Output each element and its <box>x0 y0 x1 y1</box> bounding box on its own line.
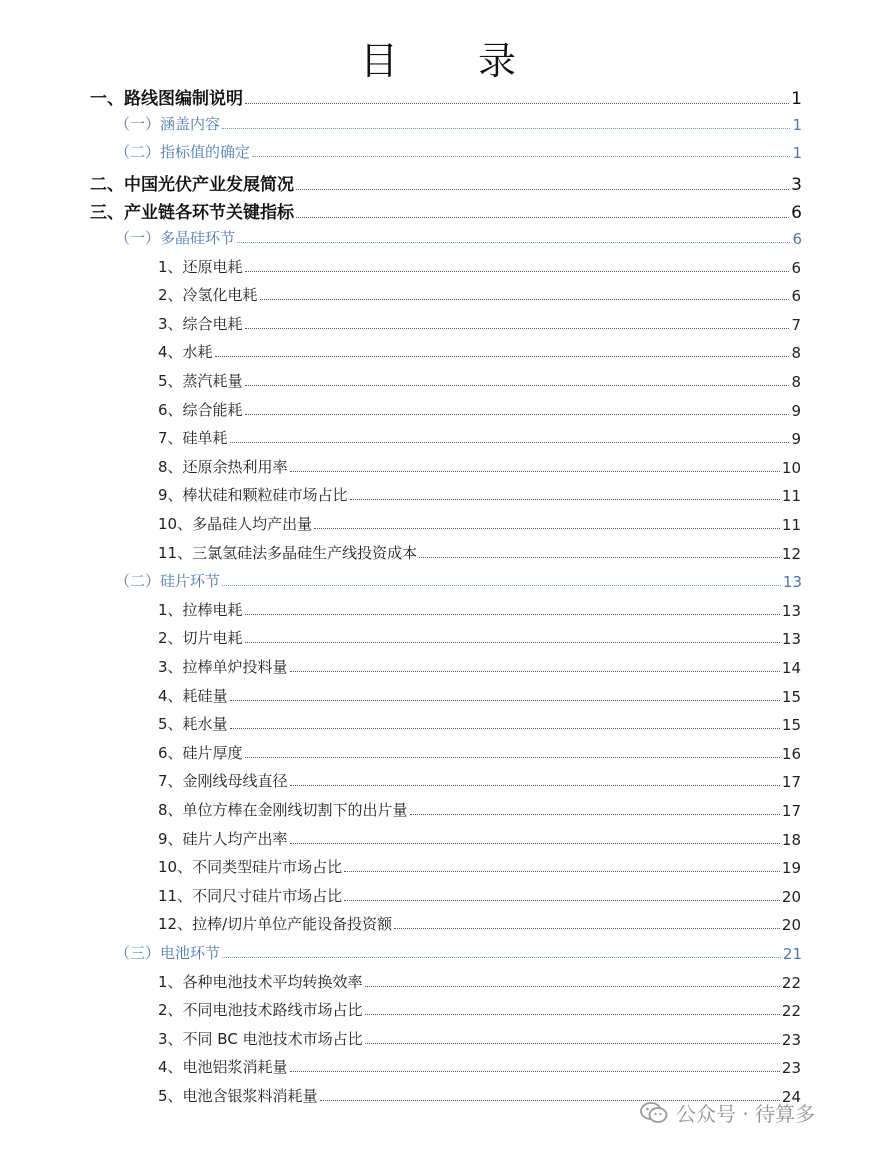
toc-entry-label: 1、各种电池技术平均转换效率 <box>158 972 363 991</box>
toc-entry-label: 10、多晶硅人均产出量 <box>158 515 313 533</box>
dot-leader <box>245 642 780 643</box>
toc-entry-label: 10、不同类型硅片市场占比 <box>158 858 343 877</box>
toc-entry-page: 21 <box>782 945 802 963</box>
toc-entry-page: 12 <box>781 544 801 563</box>
toc-entry-level3[interactable] <box>158 341 801 362</box>
dot-leader <box>252 156 790 157</box>
toc-entry-page: 13 <box>782 573 802 592</box>
toc-entry-level1[interactable] <box>90 170 802 195</box>
dot-leader <box>290 471 780 472</box>
dot-leader <box>350 499 780 500</box>
watermark <box>640 1098 815 1127</box>
dot-leader <box>237 242 790 243</box>
toc-entry-level2[interactable] <box>115 570 802 591</box>
dot-leader <box>230 700 780 701</box>
toc-entry-label: 7、硅单耗 <box>158 429 228 448</box>
toc-entry-level3[interactable] <box>158 1056 801 1077</box>
toc-entry-label: 2、冷氢化电耗 <box>158 286 258 305</box>
toc-entry-level2[interactable] <box>115 227 802 248</box>
toc-entry-page: 18 <box>781 830 801 849</box>
toc-entry-level3[interactable] <box>158 542 801 563</box>
toc-entry-page: 22 <box>781 1002 801 1021</box>
toc-entry-label: 一、路线图编制说明 <box>90 89 243 109</box>
toc-entry-label: 12、拉棒/切片单位产能设备投资额 <box>158 915 393 934</box>
toc-entry-label: 5、耗水量 <box>158 715 228 734</box>
toc-entry-page: 10 <box>781 458 801 477</box>
dot-leader <box>245 757 780 758</box>
toc-entry-page: 6 <box>791 287 801 306</box>
toc-entry-page: 8 <box>791 344 801 363</box>
dot-leader <box>230 442 790 443</box>
toc-entry-label: 二、中国光伏产业发展简况 <box>90 174 294 195</box>
wechat-icon <box>640 1101 668 1125</box>
toc-entry-level3[interactable] <box>158 427 801 448</box>
toc-entry-label: 11、不同尺寸硅片市场占比 <box>158 886 343 905</box>
toc-entry-level3[interactable] <box>158 713 801 734</box>
toc-entry-level3[interactable] <box>158 256 801 277</box>
toc-entry-page: 13 <box>781 601 801 620</box>
toc-entry-level3[interactable] <box>158 770 801 791</box>
toc-entry-label: （一）涵盖内容 <box>115 114 221 133</box>
dot-leader <box>245 328 790 329</box>
toc-entry-page: 13 <box>781 630 801 649</box>
toc-entry-page: 9 <box>791 401 801 420</box>
toc-entry-page: 6 <box>791 258 801 277</box>
dot-leader <box>290 785 780 786</box>
toc-entry-label: 三、产业链各环节关键指标 <box>90 203 294 224</box>
toc-entry-label: 4、耗硅量 <box>158 686 228 705</box>
toc-entry-page: 14 <box>781 659 801 677</box>
toc-entry-label: 9、棒状硅和颗粒硅市场占比 <box>158 486 348 505</box>
toc-entry-page: 24 <box>781 1088 801 1106</box>
toc-entry-page: 1 <box>791 89 802 109</box>
toc-entry-label: 1、拉棒电耗 <box>158 600 243 619</box>
toc-entry-label: 2、切片电耗 <box>158 629 243 648</box>
toc-entry-level3[interactable] <box>158 828 801 849</box>
toc-entry-page: 3 <box>791 174 802 195</box>
toc-entry-label: （二）硅片环节 <box>115 572 221 591</box>
dot-leader <box>365 1043 780 1044</box>
toc-entry-page: 8 <box>791 373 801 391</box>
dot-leader <box>222 957 781 958</box>
toc-entry-level3[interactable] <box>158 513 801 534</box>
dot-leader <box>230 728 780 729</box>
toc-entry-level3[interactable] <box>158 656 801 677</box>
toc-entry-label: 3、不同 BC 电池技术市场占比 <box>158 1029 363 1048</box>
toc-entry-label: （三）电池环节 <box>115 944 221 962</box>
toc-entry-page: 16 <box>781 744 801 763</box>
toc-entry-page: 17 <box>781 773 801 792</box>
dot-leader <box>344 900 780 901</box>
toc-entry-level3[interactable] <box>158 399 801 420</box>
toc-entry-page: 22 <box>781 973 801 992</box>
toc-entry-level3[interactable] <box>158 685 801 706</box>
toc-entry-label: （二）指标值的确定 <box>115 143 251 162</box>
dot-leader <box>344 871 780 872</box>
toc-entry-level3[interactable] <box>158 484 801 505</box>
toc-entry-label: 8、还原余热利用率 <box>158 457 288 476</box>
dot-leader <box>245 414 790 415</box>
dot-leader <box>245 271 790 272</box>
toc-entry-page: 6 <box>792 230 802 248</box>
toc-entry-level3[interactable] <box>158 742 801 763</box>
toc-entry-level2[interactable] <box>115 942 802 963</box>
dot-leader <box>290 671 780 672</box>
toc-entry-level3[interactable] <box>158 313 801 334</box>
toc-entry-label: 3、拉棒单炉投料量 <box>158 658 288 676</box>
dot-leader <box>260 299 790 300</box>
toc-entry-level2[interactable] <box>115 141 802 162</box>
toc-entry-label: 5、电池含银浆料消耗量 <box>158 1087 318 1105</box>
toc-entry-page: 15 <box>781 716 801 735</box>
dot-leader <box>365 986 780 987</box>
toc-entry-page: 17 <box>781 802 801 820</box>
toc-entry-page: 11 <box>781 516 801 534</box>
watermark-text: 公众号 · 待算多 <box>676 1102 816 1126</box>
toc-entry-level3[interactable] <box>158 885 801 906</box>
toc-entry-level3[interactable] <box>158 599 801 620</box>
toc-entry-level3[interactable] <box>158 627 801 648</box>
dot-leader <box>365 1014 780 1015</box>
dot-leader <box>245 385 790 386</box>
toc-entry-page: 23 <box>781 1030 801 1049</box>
toc-entry-level1[interactable] <box>90 84 802 109</box>
toc-entry-page: 1 <box>792 115 802 134</box>
toc-entry-page: 20 <box>781 916 801 935</box>
toc-entry-label: 4、水耗 <box>158 343 213 362</box>
toc-entry-level3[interactable] <box>158 370 801 391</box>
toc-entry-level3[interactable] <box>158 284 801 305</box>
dot-leader <box>394 928 780 929</box>
dot-leader <box>215 356 790 357</box>
toc-entry-label: （一）多晶硅环节 <box>115 229 236 247</box>
toc-entry-page: 7 <box>791 315 801 334</box>
toc-entry-page: 1 <box>792 144 802 163</box>
toc-entry-level3[interactable] <box>158 999 801 1020</box>
toc-entry-label: 2、不同电池技术路线市场占比 <box>158 1001 363 1020</box>
toc-entry-label: 3、综合电耗 <box>158 314 243 333</box>
toc-entry-level3[interactable] <box>158 1028 801 1049</box>
toc-entry-page: 20 <box>781 887 801 906</box>
dot-leader <box>245 614 780 615</box>
toc-entry-page: 15 <box>781 687 801 706</box>
toc-entry-level3[interactable] <box>158 971 801 992</box>
dot-leader <box>296 189 789 190</box>
dot-leader <box>245 103 789 104</box>
dot-leader <box>222 128 790 129</box>
toc-entry-page: 6 <box>791 203 802 224</box>
toc-entry-label: 4、电池铝浆消耗量 <box>158 1058 288 1077</box>
toc-entry-level2[interactable] <box>115 113 802 134</box>
toc-entry-label: 8、单位方棒在金刚线切割下的出片量 <box>158 801 408 819</box>
dot-leader <box>419 557 780 558</box>
toc-entry-level3[interactable] <box>158 856 801 877</box>
toc-entry-page: 19 <box>781 859 801 878</box>
toc-entry-page: 11 <box>781 487 801 506</box>
toc-entry-label: 1、还原电耗 <box>158 257 243 276</box>
toc-entry-page: 23 <box>781 1059 801 1078</box>
dot-leader <box>290 843 780 844</box>
dot-leader <box>222 585 781 586</box>
dot-leader <box>314 528 780 529</box>
toc-entry-label: 5、蒸汽耗量 <box>158 372 243 390</box>
toc-entry-level3[interactable] <box>158 456 801 477</box>
dot-leader <box>410 814 780 815</box>
toc-entry-label: 6、综合能耗 <box>158 400 243 419</box>
toc-entry-label: 11、三氯氢硅法多晶硅生产线投资成本 <box>158 543 418 562</box>
dot-leader <box>296 217 789 218</box>
toc-entry-label: 9、硅片人均产出率 <box>158 829 288 848</box>
toc-entry-level1[interactable] <box>90 198 802 223</box>
toc-entry-level3[interactable] <box>158 799 801 820</box>
toc-entry-label: 7、金刚线母线直径 <box>158 772 288 791</box>
dot-leader <box>290 1071 780 1072</box>
toc-entry-level3[interactable] <box>158 913 801 934</box>
toc-title: 目 录 <box>359 39 551 83</box>
toc-entry-page: 9 <box>791 430 801 449</box>
toc-entry-label: 6、硅片厚度 <box>158 743 243 762</box>
